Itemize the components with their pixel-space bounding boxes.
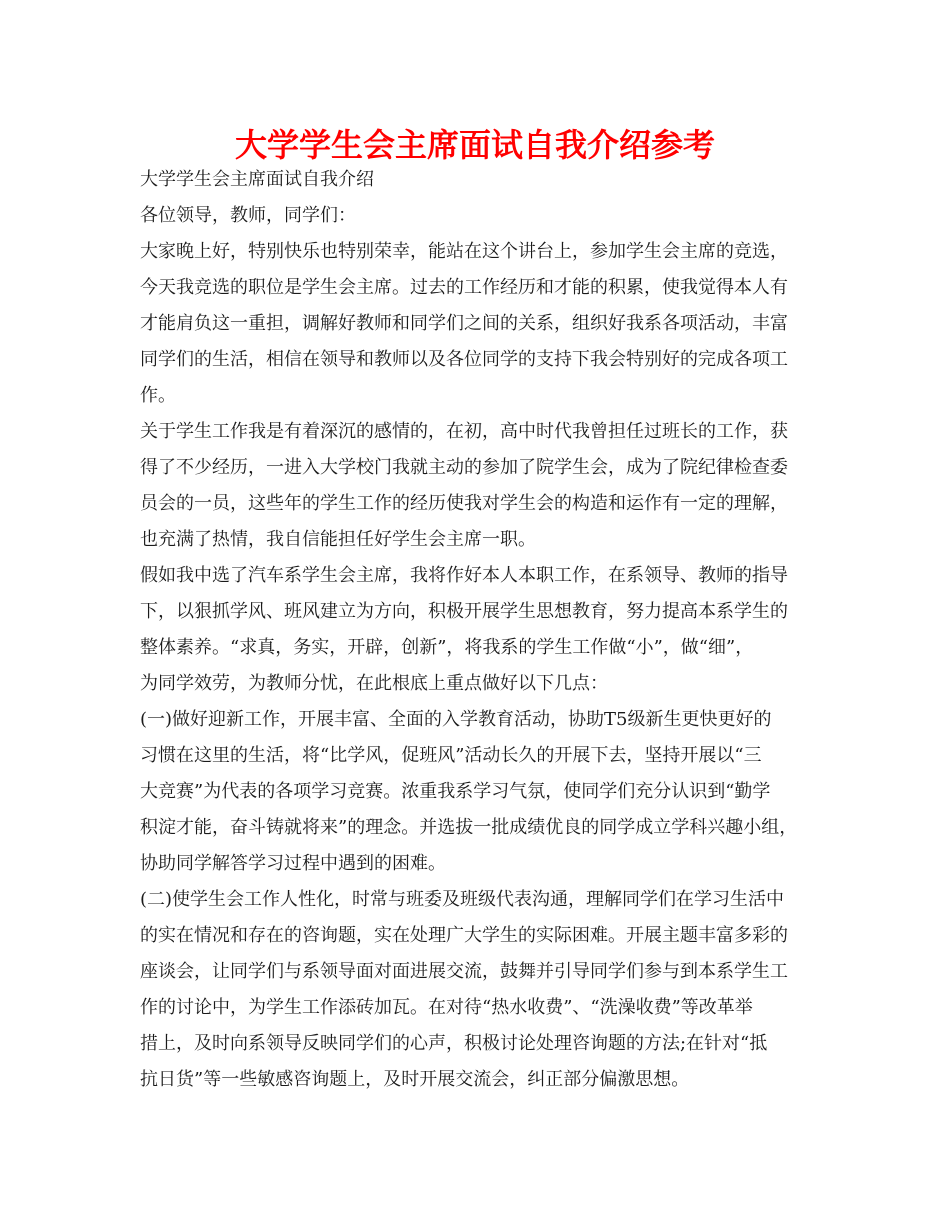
body-line: 员会的一员，这些年的学生工作的经历使我对学生会的构造和运作有一定的理解，: [140, 493, 788, 514]
body-line: 大竞赛”为代表的各项学习竞赛。浓重我系学习气氛，使同学们充分认识到“勤学: [140, 781, 771, 802]
body-line: 积淀才能，奋斗铸就将来”的理念。并选拔一批成绩优良的同学成立学科兴趣小组，: [140, 817, 798, 838]
body-line: 为同学效劳，为教师分忧，在此根底上重点做好以下几点：: [140, 673, 608, 694]
body-line: 关于学生工作我是有着深沉的感情的，在初，高中时代我曾担任过班长的工作，获: [140, 421, 788, 442]
body-line: 协助同学解答学习过程中遇到的困难。: [140, 853, 446, 874]
document-body: [140, 162, 820, 1098]
body-line: 大学学生会主席面试自我介绍: [140, 169, 374, 190]
body-line: 座谈会，让同学们与系领导面对面进展交流，鼓舞并引导同学们参与到本系学生工: [140, 961, 788, 982]
body-line: 假如我中选了汽车系学生会主席，我将作好本人本职工作，在系领导、教师的指导: [140, 565, 788, 586]
body-line: 才能肩负这一重担，调解好教师和同学们之间的关系，组织好我系各项活动，丰富: [140, 313, 788, 334]
body-line: 大家晚上好，特别快乐也特别荣幸，能站在这个讲台上，参加学生会主席的竞选，: [140, 241, 788, 262]
body-line: 作。: [140, 385, 176, 406]
document-title: 大学学生会主席面试自我介绍参考: [234, 126, 715, 164]
body-line: 也充满了热情，我自信能担任好学生会主席一职。: [140, 529, 536, 550]
body-line: 下，以狠抓学风、班风建立为方向，积极开展学生思想教育，努力提高本系学生的: [140, 601, 788, 622]
body-line: 习惯在这里的生活，将“比学风，促班风”活动长久的开展下去，坚持开展以“三: [140, 745, 762, 766]
body-line: (一)做好迎新工作，开展丰富、全面的入学教育活动，协助T5级新生更快更好的: [140, 709, 772, 730]
body-line: 同学们的生活，相信在领导和教师以及各位同学的支持下我会特别好的完成各项工: [140, 349, 788, 370]
body-line: 的实在情况和存在的咨询题，实在处理广大学生的实际困难。开展主题丰富多彩的: [140, 925, 788, 946]
body-line: 作的讨论中，为学生工作添砖加瓦。在对待“热水收费”、“洗澡收费”等改革举: [140, 997, 753, 1018]
body-line: 得了不少经历，一进入大学校门我就主动的参加了院学生会，成为了院纪律检查委: [140, 457, 788, 478]
body-line: 抗日货”等一些敏感咨询题上，及时开展交流会，纠正部分偏激思想。: [140, 1069, 690, 1090]
body-line: 整体素养。“求真，务实，开辟，创新”，将我系的学生工作做“小”，做“细”，: [140, 637, 754, 658]
body-line: (二)使学生会工作人性化，时常与班委及班级代表沟通，理解同学们在学习生活中: [140, 889, 785, 910]
body-line: 措上，及时向系领导反映同学们的心声，积极讨论处理咨询题的方法;在针对“抵: [140, 1033, 768, 1054]
body-line: 各位领导，教师，同学们：: [140, 205, 356, 226]
body-line: 今天我竞选的职位是学生会主席。过去的工作经历和才能的积累，使我觉得本人有: [140, 277, 788, 298]
